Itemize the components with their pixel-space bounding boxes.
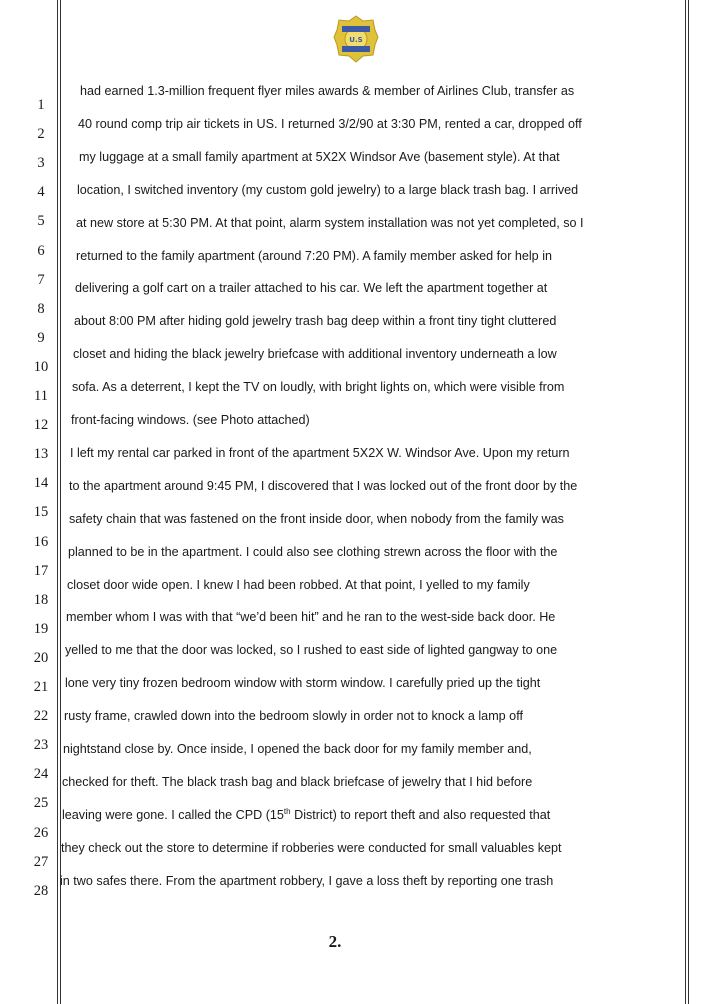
line-number: 23 — [33, 737, 49, 753]
left-margin-rule — [57, 0, 58, 1004]
line-number: 20 — [33, 650, 49, 666]
body-text-line: delivering a golf cart on a trailer attached to his car. We left the apartment together at — [75, 281, 548, 295]
line-number: 18 — [33, 592, 49, 608]
body-text-line: 40 round comp trip air tickets in US. I returned 3/2/90 at 3:30 PM, rented a car, dropped off — [78, 117, 582, 131]
body-text-line: to the apartment around 9:45 PM, I discovered that I was locked out of the front door by the — [69, 479, 578, 493]
body-text-line: member whom I was with that “we’d been hit” and he ran to the west-side back door. He — [66, 610, 556, 624]
line-number: 21 — [33, 679, 49, 695]
line-number: 10 — [33, 359, 49, 375]
body-text-line: returned to the family apartment (around 7:20 PM). A family member asked for help in — [76, 249, 552, 263]
body-text-line: closet and hiding the black jewelry briefcase with additional inventory underneath a low — [73, 347, 557, 361]
body-text-line: my luggage at a small family apartment at 5X2X Windsor Ave (basement style). At that — [79, 150, 560, 164]
line-number: 17 — [33, 563, 49, 579]
body-text-line: front-facing windows. (see Photo attached) — [71, 413, 310, 427]
body-text-line: I left my rental car parked in front of the apartment 5X2X W. Windsor Ave. Upon my return — [70, 446, 570, 460]
line-number: 4 — [37, 184, 45, 200]
body-text-line: nightstand close by. Once inside, I opened the back door for my family member and, — [63, 742, 532, 756]
body-text-line: they check out the store to determine if robberies were conducted for small valuables kept — [61, 841, 562, 855]
line-number: 15 — [33, 504, 49, 520]
page-number: 2. — [328, 932, 342, 951]
body-text-line: about 8:00 PM after hiding gold jewelry trash bag deep within a front tiny tight cluttered — [74, 314, 557, 328]
line-number: 14 — [33, 475, 49, 491]
right-margin-rule-inner — [685, 0, 686, 1004]
line-number: 1 — [37, 97, 45, 113]
line-number: 13 — [33, 446, 49, 462]
line-number: 6 — [37, 243, 45, 259]
line-number: 7 — [37, 272, 45, 288]
body-text-line: leaving were gone. I called the CPD (15th District) to report theft and also requested that — [62, 806, 551, 822]
line-number: 19 — [33, 621, 49, 637]
line-number: 11 — [34, 388, 48, 404]
line-number: 3 — [37, 155, 45, 171]
body-text-line: yelled to me that the door was locked, so I rushed to east side of lighted gangway to one — [65, 643, 558, 657]
body-text-line: location, I switched inventory (my custom gold jewelry) to a large black trash bag. I arrived — [77, 183, 579, 197]
body-text-line: had earned 1.3-million frequent flyer miles awards & member of Airlines Club, transfer as — [80, 84, 575, 98]
body-text-line: safety chain that was fastened on the front inside door, when nobody from the family was — [69, 512, 564, 526]
body-text-line: closet door wide open. I knew I had been robbed. At that point, I yelled to my family — [67, 578, 530, 592]
right-margin-rule — [688, 0, 689, 1004]
line-number: 5 — [37, 213, 45, 229]
line-number: 2 — [37, 126, 45, 142]
district-ordinal-suffix: th — [283, 806, 291, 816]
police-badge-icon — [333, 14, 379, 64]
body-text-line: sofa. As a deterrent, I kept the TV on loudly, with bright lights on, which were visible from — [72, 380, 565, 394]
line-number: 8 — [37, 301, 45, 317]
line-number: 22 — [33, 708, 49, 724]
line-number: 27 — [33, 854, 49, 870]
line-number: 9 — [37, 330, 45, 346]
line-number: 16 — [33, 534, 49, 550]
line-number: 24 — [33, 766, 49, 782]
body-text-line: at new store at 5:30 PM. At that point, alarm system installation was not yet completed, so I — [76, 216, 584, 230]
line-number: 12 — [33, 417, 49, 433]
line-number: 25 — [33, 795, 49, 811]
svg-text:U.S: U.S — [349, 36, 363, 44]
body-text-line: planned to be in the apartment. I could also see clothing strewn across the floor with the — [68, 545, 558, 559]
body-text-line: in two safes there. From the apartment robbery, I gave a loss theft by reporting one trash — [60, 874, 554, 888]
line-number: 26 — [33, 825, 49, 841]
body-text-line: checked for theft. The black trash bag and black briefcase of jewelry that I hid before — [62, 775, 533, 789]
line-number: 28 — [33, 883, 49, 899]
body-text-line: lone very tiny frozen bedroom window with storm window. I carefully pried up the tight — [65, 676, 541, 690]
body-text-line: rusty frame, crawled down into the bedroom slowly in order not to knock a lamp off — [64, 709, 523, 723]
